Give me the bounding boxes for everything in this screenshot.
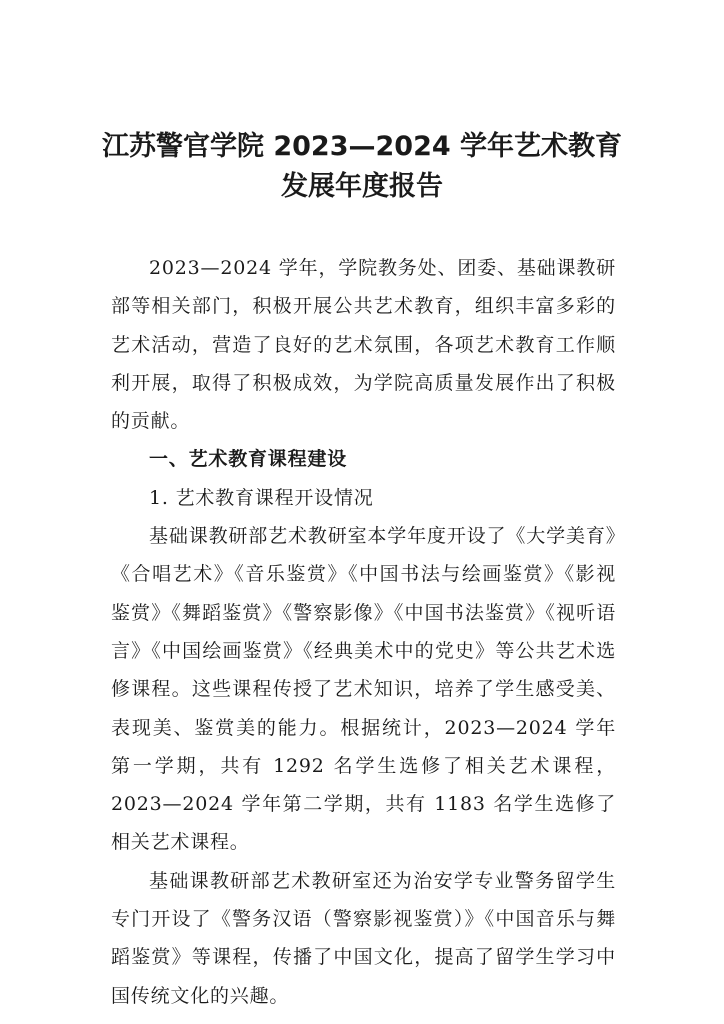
- paragraph-course-list: 基础课教研部艺术教研室本学年度开设了《大学美育》《合唱艺术》《音乐鉴赏》《中国书法与绘画鉴赏》《影视鉴赏》《舞蹈鉴赏》《警察影像》《中国书法鉴赏》《视听语言》《中国绘画鉴赏》《经典美术中的党史》等公共艺术选修课程。这些课程传授了艺术知识，培养了学生感受美、表现美、鉴赏美的能力。根据统计，2023—2024 学年第一学期，共有 1292 名学生选修了相关艺术课程，2023—2024 学年第二学期，共有 1183 名学生选修了相关艺术课程。: [111, 525, 616, 854]
- document-title-line-2: 发展年度报告: [281, 171, 443, 202]
- intro-paragraph: 2023—2024 学年，学院教务处、团委、基础课教研部等相关部门，积极开展公共艺术教育，组织丰富多彩的艺术活动，营造了良好的艺术氛围，各项艺术教育工作顺利开展，取得了积极成效，为学院高质量发展作出了积极的贡献。: [111, 257, 616, 433]
- paragraph-international-students: 基础课教研部艺术教研室还为治安学专业警务留学生专门开设了《警务汉语（警察影视鉴赏）》《中国音乐与舞蹈鉴赏》等课程，传播了中国文化，提高了留学生学习中国传统文化的兴趣。: [111, 869, 616, 1007]
- document-body: [111, 249, 616, 1015]
- section-heading-course-construction: 一、艺术教育课程建设: [149, 448, 348, 471]
- document-title-line-1: 江苏警官学院 2023—2024 学年艺术教育: [101, 131, 623, 162]
- subsection-heading-course-offerings: 1. 艺术教育课程开设情况: [149, 486, 374, 509]
